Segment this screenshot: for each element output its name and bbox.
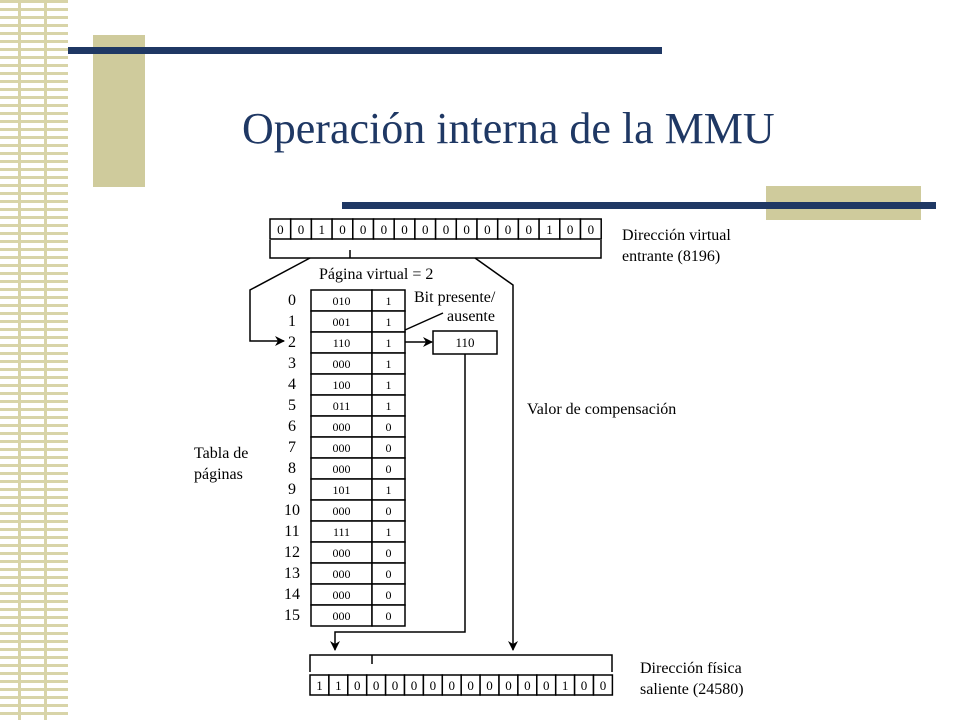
physical-bit: 0 [467,678,474,693]
virtual-bit: 0 [359,222,367,237]
page-table-present-bit: 0 [385,609,392,623]
physical-bit: 1 [335,678,342,693]
page-table-frame: 000 [332,609,351,623]
virtual-page-arrow [250,258,310,341]
page-table [311,290,405,626]
virtual-bit: 0 [587,222,595,237]
virtual-bit: 1 [318,222,325,237]
page-table-present-bit: 0 [385,588,392,602]
page-index: 14 [284,586,300,603]
title-tan-block [93,35,145,187]
virtual-bit: 0 [422,222,429,237]
page-index: 5 [288,397,296,414]
physical-bit: 0 [448,678,455,693]
page-index: 0 [288,292,296,309]
page-index-column [284,292,300,624]
physical-bit: 1 [561,678,569,693]
virtual-bit: 1 [546,222,553,237]
virtual-bit: 0 [525,222,532,237]
page-table-frame: 000 [332,357,351,371]
physical-bit: 0 [599,678,607,693]
virtual-address-bracket [270,240,601,258]
page-index: 1 [288,313,296,330]
page-table-present-bit: 0 [385,546,392,560]
virtual-bit: 0 [504,222,512,237]
page-table-present-bit: 1 [385,315,392,329]
page-table-frame: 010 [332,294,351,308]
physical-bit: 0 [429,678,437,693]
page-index: 7 [288,439,296,456]
page-table-frame: 000 [332,441,351,455]
virtual-address-label-line1: Dirección virtual [622,227,731,244]
page-table-present-bit: 0 [385,567,392,581]
present-bit-pointer [405,313,443,330]
page-table-present-bit: 1 [385,357,392,371]
virtual-bit: 0 [442,222,450,237]
virtual-bit: 0 [380,222,388,237]
page-index: 11 [284,523,300,540]
selected-frame-value: 110 [455,335,475,350]
physical-bit: 0 [391,678,399,693]
page-table-present-bit: 1 [385,399,392,413]
page-index: 6 [288,418,296,435]
page-table-frame: 000 [332,546,351,560]
page-table-frame: 100 [332,378,351,392]
virtual-page-label: Página virtual = 2 [319,266,434,283]
page-table-present-bit: 0 [385,504,392,518]
physical-address-label-line1: Dirección física [640,660,742,677]
present-bit-label-line1: Bit presente/ [414,289,496,306]
page-table-frame: 101 [332,483,351,497]
virtual-bit: 0 [401,222,408,237]
page-table-frame: 111 [332,525,351,539]
physical-bit: 0 [354,678,361,693]
physical-address-register [310,675,612,695]
virtual-bit: 0 [566,222,574,237]
virtual-bit: 0 [484,222,491,237]
page-table-present-bit: 1 [385,336,392,350]
page-index: 9 [288,481,296,498]
page-index: 8 [288,460,296,477]
page-table-present-bit: 0 [385,441,392,455]
physical-address-label-line2: saliente (24580) [640,681,744,698]
page-index: 13 [284,565,300,582]
present-bit-label-line2: ausente [447,308,495,325]
virtual-address-register [270,219,601,239]
page-title: Operación interna de la MMU [242,104,775,153]
page-table-frame: 000 [332,420,351,434]
physical-bit: 1 [316,678,323,693]
page-index: 12 [284,544,300,561]
page-index: 3 [288,355,296,372]
offset-label: Valor de compensación [527,401,677,418]
decorative-stripe-band [0,0,68,720]
title-bottom-rule [342,202,936,209]
virtual-bit: 0 [297,222,305,237]
page-table-frame: 000 [332,567,351,581]
page-table-present-bit: 1 [385,294,392,308]
page-table-label-line1: Tabla de [194,445,249,462]
page-index: 15 [284,607,300,624]
page-table-frame: 000 [332,588,351,602]
virtual-bit: 0 [339,222,346,237]
page-table-frame: 000 [332,504,351,518]
page-table-present-bit: 0 [385,420,392,434]
title-top-rule [68,47,662,54]
virtual-bit: 0 [463,222,470,237]
physical-bit: 0 [580,678,588,693]
physical-bit: 0 [543,678,550,693]
page-table-frame: 001 [332,315,351,329]
page-table-label-line2: páginas [194,466,243,483]
virtual-address-label-line2: entrante (8196) [622,248,721,265]
page-index: 10 [284,502,300,519]
physical-bit: 0 [372,678,380,693]
page-table-frame: 000 [332,462,351,476]
page-table-present-bit: 1 [385,483,392,497]
physical-bit: 0 [486,678,493,693]
physical-bit: 0 [524,678,531,693]
page-index: 2 [288,334,296,351]
virtual-bit: 0 [277,222,284,237]
page-table-present-bit: 0 [385,462,392,476]
physical-bit: 0 [410,678,418,693]
page-table-present-bit: 1 [385,378,392,392]
physical-bit: 0 [505,678,512,693]
page-table-frame: 110 [332,336,351,350]
page-table-present-bit: 1 [385,525,392,539]
physical-address-bracket [310,655,612,672]
page-table-frame: 011 [332,399,351,413]
page-index: 4 [288,376,296,393]
